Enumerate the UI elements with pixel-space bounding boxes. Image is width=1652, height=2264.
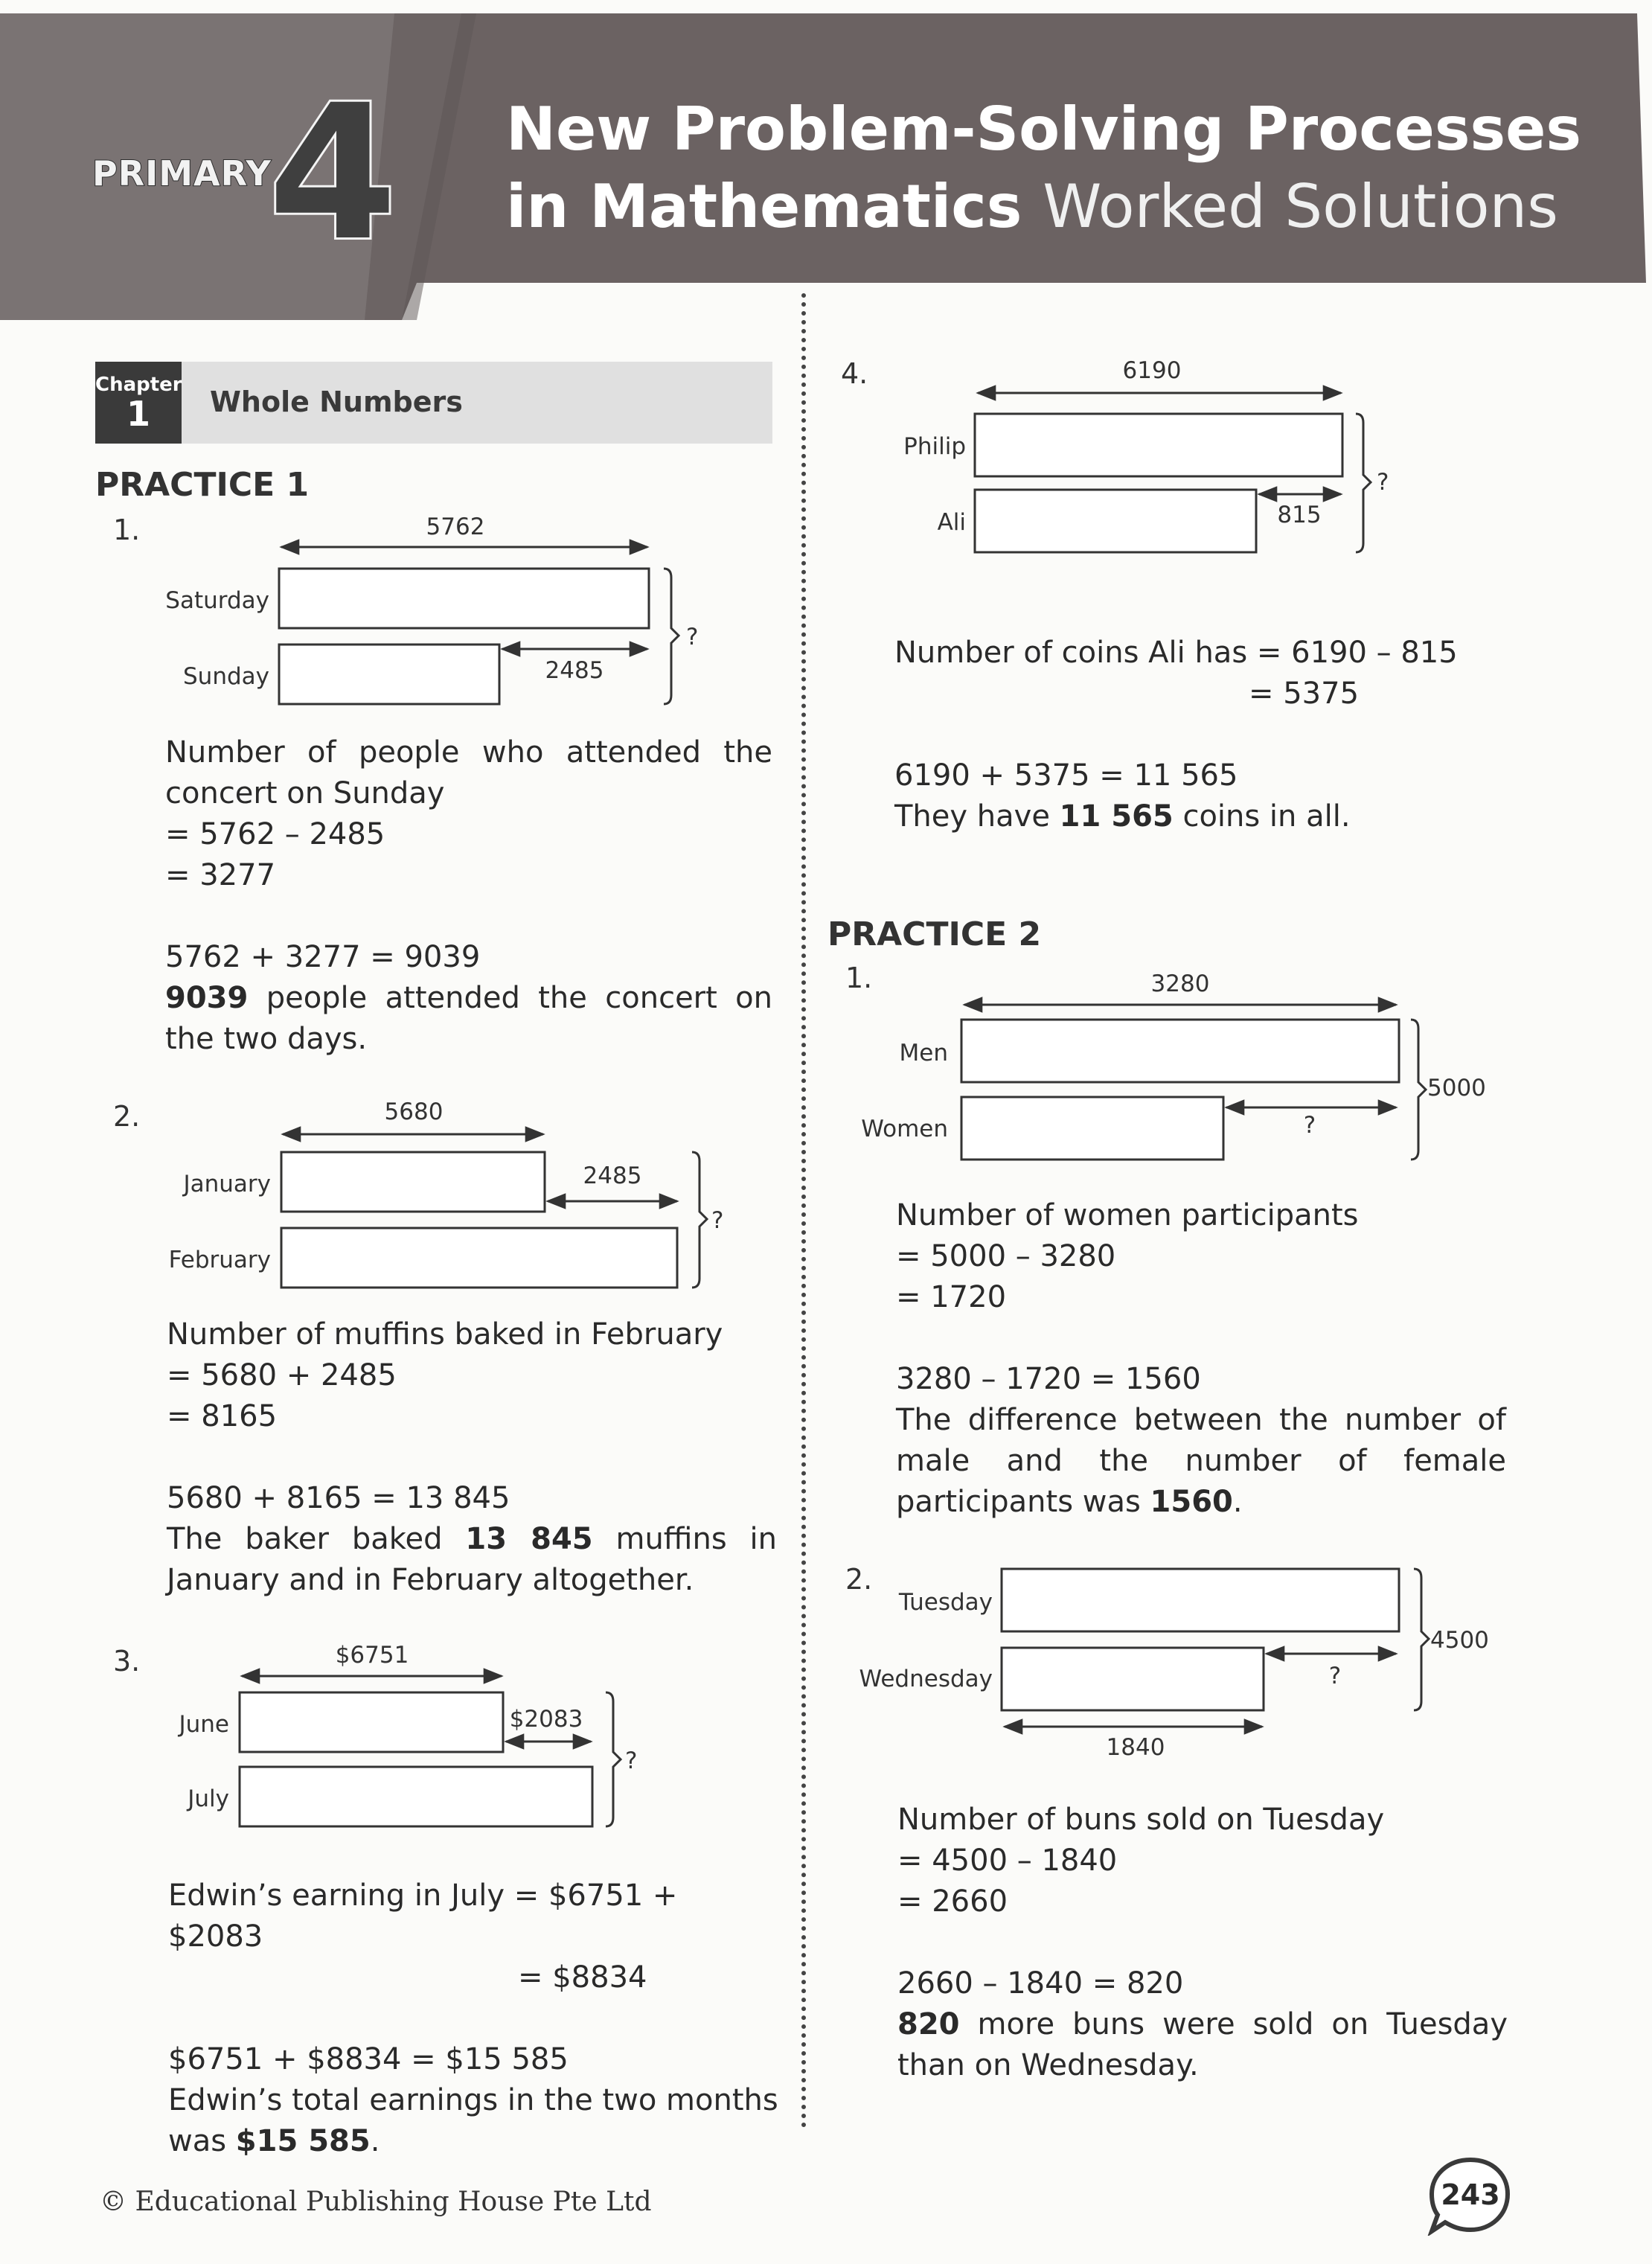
sunday-bar [279,645,499,704]
practice2-heading: PRACTICE 2 [827,915,1042,953]
solution-line: = $8834 [518,1960,647,1995]
bar2-label: July [188,1785,229,1812]
bar-model-p2q1 [841,960,1511,1168]
solution-line: = 2660 [897,1884,1008,1919]
difference-label: $2083 [509,1706,583,1733]
solution-line: = 4500 – 1840 [897,1844,1118,1878]
top-label: 5680 [384,1099,444,1125]
answer-line [165,978,772,1060]
women-bar [961,1097,1223,1160]
saturday-bar [279,569,649,628]
solution-line: 6190 + 5375 = 11 565 [894,758,1238,793]
solution-expr: = $6751 + $2083 [168,1878,678,1954]
bar1-label: June [179,1711,229,1738]
solution-line: Number of muffins baked in February [167,1317,723,1352]
answer-line [167,1519,777,1601]
brace [692,1152,707,1288]
solution-line: = 8165 [167,1399,278,1433]
grade-number: 4 [268,65,397,281]
question-mark: ? [686,624,699,650]
solution-line: = 5762 – 2485 [165,817,385,851]
book-title-bold: in Mathematics [506,172,1022,241]
bar-model-q1 [149,503,729,719]
solution-label: Number of coins Ali has [894,636,1248,670]
solution-line: = 1720 [896,1280,1007,1314]
q1-solution [165,732,772,1060]
q3-solution [168,1876,778,2162]
answer-text: The difference between the number of male and the number of female participants was [896,1403,1506,1519]
solution-line: Number of women participants [896,1198,1359,1232]
q2-solution [167,1314,777,1601]
difference-label: 2485 [545,657,604,684]
answer-text: coins in all. [1173,799,1351,834]
answer-value: 11 565 [1059,799,1174,834]
brace [664,569,679,704]
answer-value: 13 845 [465,1522,593,1556]
bar1-label: Tuesday [898,1589,993,1616]
answer-value: 9039 [165,981,249,1015]
ali-bar [975,490,1256,552]
bar-model-q4 [878,350,1444,566]
chapter-title: Whole Numbers [210,386,463,418]
solution-line [168,1876,778,1957]
question-mark: ? [711,1207,724,1234]
bar2-label: February [168,1247,271,1273]
total-label: 5000 [1427,1075,1486,1101]
bar2-label: Wednesday [859,1666,993,1692]
solution-line [894,633,1505,674]
question-mark: ? [1303,1112,1316,1139]
question-number: 4. [841,357,868,390]
solution-line: = 5000 – 3280 [896,1239,1116,1273]
solution-line: = 5680 + 2485 [167,1358,397,1392]
solution-label: Edwin’s earning in July [168,1878,505,1913]
answer-line [896,1400,1506,1523]
bar1-label: January [183,1171,271,1197]
question-number: 2. [113,1100,141,1133]
brace [1414,1569,1429,1710]
total-label: 6190 [1122,357,1182,384]
men-bar [961,1020,1399,1082]
bar2-label: Ali [937,509,966,536]
answer-text: muffins in January and in February altogether. [167,1522,778,1597]
answer-value: 820 [897,2007,960,2041]
bar-model-p2q2 [841,1557,1511,1773]
solution-expr: = 6190 – 815 [1256,636,1458,670]
solution-line: 5762 + 3277 = 9039 [165,940,481,974]
answer-text: They have [894,799,1060,834]
total-label: 5762 [426,514,485,540]
solution-line: 5680 + 8165 = 13 845 [167,1481,510,1515]
question-number: 1. [845,962,873,994]
bar2-label: Sunday [183,663,269,690]
answer-value: 1560 [1150,1485,1233,1519]
answer-line [897,2004,1508,2086]
bar-model-q3 [149,1630,685,1838]
january-bar [281,1152,545,1212]
chapter-number: 1 [126,394,150,434]
june-bar [240,1692,503,1752]
bar1-label: Men [899,1040,948,1067]
book-title-light: Worked Solutions [1043,172,1558,241]
copyright: © Educational Publishing House Pte Ltd [100,2187,652,2217]
answer-text: more buns were sold on Tuesday than on Wednesday. [897,2007,1508,2082]
february-bar [281,1228,677,1288]
solution-line: = 3277 [165,858,276,892]
question-number: 3. [113,1645,141,1678]
difference-label: 2485 [583,1163,642,1189]
solution-line: Number of people who attended the concert on Sunday [165,735,772,810]
solution-line: = 5375 [1249,677,1360,711]
answer-line [168,2080,778,2162]
top-label: $6751 [335,1642,409,1669]
chapter-word: Chapter [95,374,182,396]
question-mark: ? [1377,469,1389,496]
answer-line [894,796,1505,837]
brace [606,1692,621,1826]
column-divider [801,293,806,2129]
answer-text: people attended the concert on the two days. [165,981,772,1056]
chapter-tab [95,362,182,444]
bottom-label: 1840 [1106,1734,1165,1761]
p2q1-solution [896,1195,1506,1523]
solution-line: $6751 + $8834 = $15 585 [168,2042,569,2076]
bar-model-q2 [149,1087,729,1302]
answer-text: The baker baked [167,1522,466,1556]
wednesday-bar [1002,1648,1264,1710]
top-label: 3280 [1150,970,1210,997]
brace [1356,414,1371,552]
july-bar [240,1767,592,1826]
answer-text: Edwin’s total earnings in the two months was [168,2083,778,2158]
question-mark: ? [1328,1663,1342,1689]
bar1-label: Philip [903,433,966,460]
practice1-heading: PRACTICE 1 [95,466,310,504]
question-number: 2. [845,1563,873,1596]
question-mark: ? [625,1747,638,1774]
difference-label: 815 [1277,502,1322,528]
primary-label: PRIMARY [92,153,272,194]
answer-text: . [1232,1485,1243,1519]
philip-bar [975,414,1342,476]
q4-solution [894,633,1505,837]
total-label: 4500 [1430,1627,1489,1654]
solution-line: 2660 – 1840 = 820 [897,1966,1184,2001]
question-number: 1. [113,514,141,546]
page-number: 243 [1441,2178,1500,2211]
p2q2-solution [897,1800,1508,2086]
page-number-badge [1427,2155,1512,2236]
solution-line: 3280 – 1720 = 1560 [896,1362,1201,1396]
answer-text: . [370,2124,380,2158]
tuesday-bar [1002,1569,1399,1631]
solution-line: Number of buns sold on Tuesday [897,1803,1385,1837]
bar1-label: Saturday [165,587,269,614]
book-title-line1: New Problem-Solving Processes [506,95,1581,164]
brace [1411,1020,1426,1160]
bar2-label: Women [861,1116,948,1142]
answer-value: $15 585 [235,2124,371,2158]
book-title-line2 [506,172,1558,241]
